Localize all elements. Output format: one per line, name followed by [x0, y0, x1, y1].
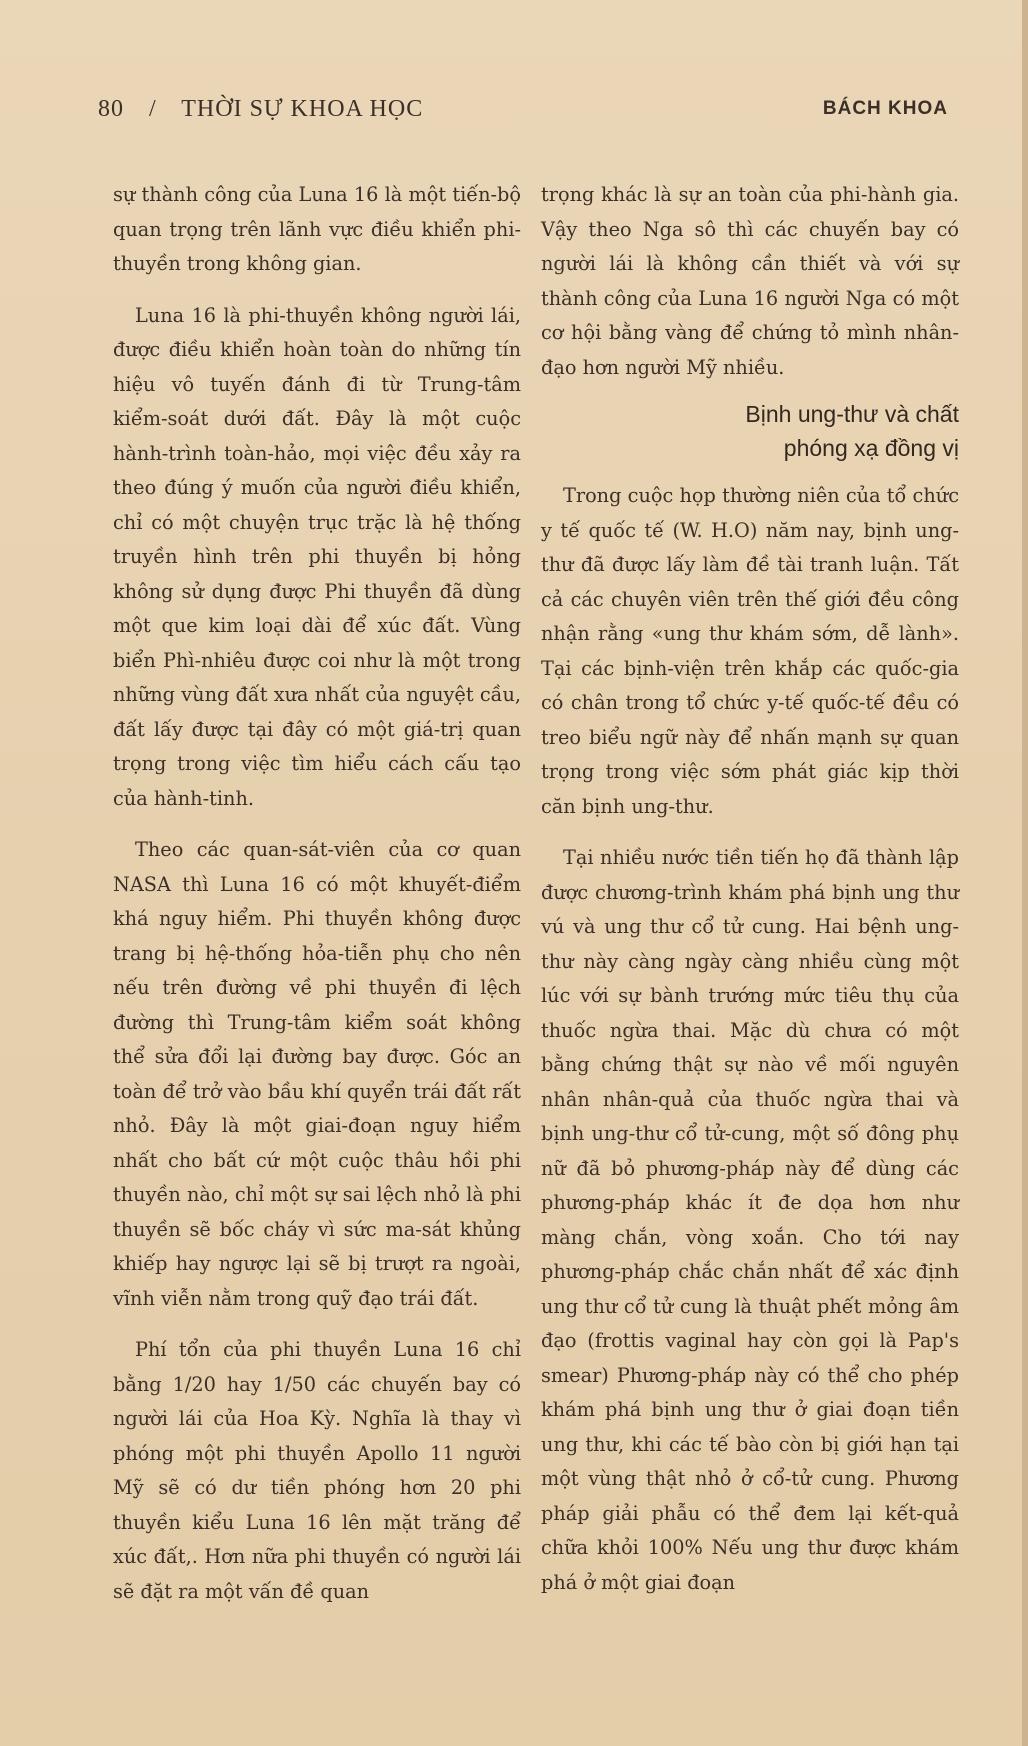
section-name: THỜI SỰ KHOA HỌC	[181, 96, 424, 122]
magazine-name: BÁCH KHOA	[822, 98, 948, 119]
page-edge	[1022, 0, 1028, 1746]
paragraph: Tại nhiều nước tiền tiến họ đã thành lập được chương-trình khám phá bịnh ung thư vú và ung thư cổ tử cung. Hai bệnh ung-thư này càng ngày càng nhiều cùng một lúc với sự bành trướng mức tiêu thụ của thuốc ngừa thai. Mặc dù chưa có một bằng chứng thật sự nào về mối nguyên nhân nhân-quả của thuốc ngừa thai và bịnh ung-thư cổ tử-cung, một số đông phụ nữ đã bỏ phương-pháp này để dùng các phương-pháp khác ít đe dọa hơn như màng chắn, vòng xoắn. Cho tới nay phương-pháp chắc chắn nhất để xác định ung thư cổ tử cung là thuật phết mỏng âm đạo (frottis vaginal hay còn gọi là Pap's smear) Phương-pháp này có thể cho phép khám phá bịnh ung thư ở giai đoạn tiền ung thư, khi các tế bào còn bị giới hạn tại một vùng thật nhỏ ở cổ-tử cung. Phương pháp giải phẫu có thể đem lại kết-quả chữa khỏi 100% Nếu ung thư được khám phá ở một giai đoạn	[541, 846, 959, 1594]
paragraph: trọng khác là sự an toàn của phi-hành gia. Vậy theo Nga sô thì các chuyến bay có người lái là không cần thiết và với sự thành công của Luna 16 người Nga có một cơ hội bằng vàng để chứng tỏ mình nhân-đạo hơn người Mỹ nhiều.	[541, 183, 959, 379]
section-title-line: Bịnh ung-thư và chất	[745, 401, 959, 427]
paragraph: Trong cuộc họp thường niên của tổ chức y tế quốc tế (W. H.O) năm nay, bịnh ung-thư đã được lấy làm đề tài tranh luận. Tất cả các chuyên viên trên thế giới đều công nhận rằng «ung thư khám sớm, dễ lành». Tại các bịnh-viện trên khắp các quốc-gia có chân trong tổ chức y-tế quốc-tế đều có treo biểu ngữ này để nhấn mạnh sự quan trọng trong việc sớm phát giác kịp thời căn bịnh ung-thư.	[541, 484, 959, 818]
paragraph: Theo các quan-sát-viên của cơ quan NASA thì Luna 16 có một khuyết-điểm khá nguy hiểm. Phi thuyền không được trang bị hệ-thống hỏa-tiễn phụ cho nên nếu trên đường về phi thuyền đi lệch đường thì Trung-tâm kiểm soát không thể sửa đổi lại đường bay được. Góc an toàn để trở vào bầu khí quyển trái đất rất nhỏ. Đây là một giai-đoạn nguy hiểm nhất cho bất cứ một cuộc thâu hồi phi thuyền nào, chỉ một sự sai lệch nhỏ là phi thuyền sẽ bốc cháy vì sức ma-sát khủng khiếp hay ngược lại sẽ bị trượt ra ngoài, vĩnh viễn nằm trong quỹ đạo trái đất.	[113, 838, 521, 1310]
section-title	[541, 397, 959, 465]
page-number: 80	[98, 96, 124, 122]
header-left	[98, 96, 423, 123]
paragraph: Luna 16 là phi-thuyền không người lái, được điều khiển hoàn toàn do những tín hiệu vô tuyến đánh đi từ Trung-tâm kiểm-soát dưới đất. Đây là một cuộc hành-trình toàn-hảo, mọi việc đều xảy ra theo đúng ý muốn của người điều khiển, chỉ có một chuyện trục trặc là hệ thống truyền hình trên phi thuyền bị hỏng không sử dụng được Phi thuyền đã dùng một que kim loại dài để xúc đất. Vùng biển Phì-nhiêu được coi như là một trong những vùng đất xưa nhất của nguyệt cầu, đất lấy được tại đây có một giá-trị quan trọng trong việc tìm hiểu cách cấu tạo của hành-tinh.	[113, 303, 521, 810]
section-title-line: phóng xạ đồng vị	[783, 435, 959, 461]
left-column	[113, 178, 521, 1609]
right-column	[541, 178, 959, 1600]
paragraph: sự thành công của Luna 16 là một tiến-bộ quan trọng trên lãnh vực điều khiển phi-thuyền trong không gian.	[113, 183, 521, 275]
paragraph: Phí tổn của phi thuyền Luna 16 chỉ bằng 1/20 hay 1/50 các chuyến bay có người lái của Hoa Kỳ. Nghĩa là thay vì phóng một phi thuyền Apollo 11 người Mỹ sẽ có dư tiền phóng hơn 20 phi thuyền kiểu Luna 16 lên mặt trăng để xúc đất,. Hơn nữa phi thuyền có người lái sẽ đặt ra một vấn đề quan	[113, 1338, 521, 1603]
header-separator: /	[149, 96, 157, 122]
page-header	[98, 96, 948, 136]
